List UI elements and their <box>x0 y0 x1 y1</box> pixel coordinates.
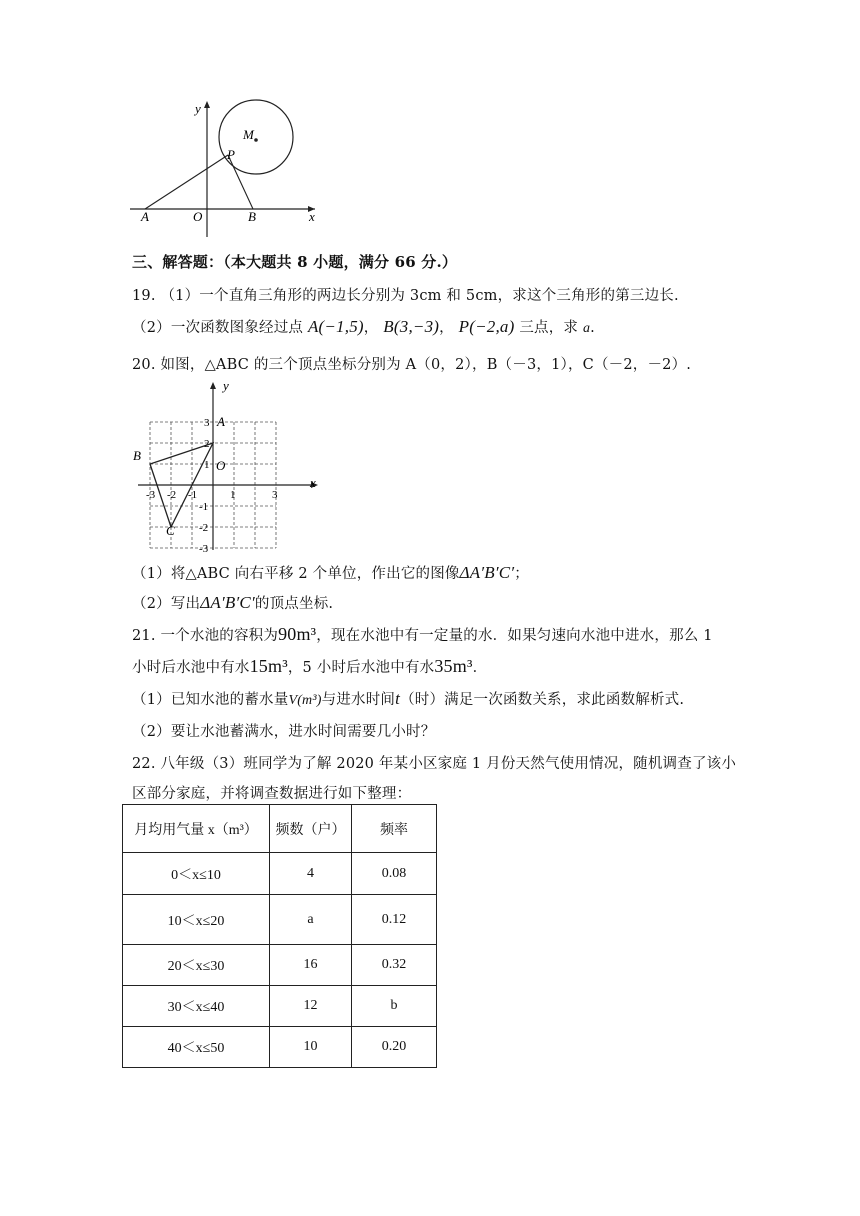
q19-point-a: A(−1,5) <box>307 317 364 336</box>
q20-part1-prefix: （1）将△ABC 向右平移 2 个单位，作出它的图像 <box>132 566 460 582</box>
table-row <box>123 895 437 945</box>
fig2-a-label: A <box>217 414 225 429</box>
table-row <box>123 1027 437 1068</box>
q21-line1 <box>132 624 713 645</box>
q20-part1-math: ΔA′B′C′ <box>459 563 515 582</box>
y-tick-label: 2 <box>204 438 210 450</box>
q21-p1-m1: V(m³) <box>288 693 322 708</box>
table-cell: 20＜x≤30 <box>123 945 270 986</box>
table-cell: 0.32 <box>352 945 437 986</box>
table-cell: 0＜x≤10 <box>123 853 270 895</box>
table-cell: 4 <box>270 853 352 895</box>
table-header-cell: 月均用气量 x（m³） <box>123 805 270 853</box>
q19-part2-prefix: （2）一次函数图象经过点 <box>132 320 304 336</box>
x-tick-label: -1 <box>188 489 198 501</box>
table-header-row <box>123 805 437 853</box>
fig1-y-label: y <box>195 101 201 116</box>
q21-l2-a: 小时后水池中有水 <box>132 660 250 676</box>
fig2-y-label: y <box>223 378 229 393</box>
q19-point-p: P(−2,a) <box>458 317 515 336</box>
q21-l2-m1: 15m³ <box>249 656 288 676</box>
q22-line1: 22. 八年级（3）班同学为了解 2020 年某小区家庭 1 月份天然气使用情况，随机调查了该小 <box>132 756 737 772</box>
q21-l1-a: 21. 一个水池的容积为 <box>132 628 279 644</box>
figure-triangle-grid <box>128 378 323 553</box>
figure-circle-tangent <box>125 95 325 240</box>
table-cell: 10 <box>270 1027 352 1068</box>
q20-part2 <box>132 592 333 613</box>
q19-point-b: B(3,−3) <box>383 317 440 336</box>
q21-p1-b: 与进水时间 <box>321 692 396 708</box>
frequency-table <box>122 804 437 1068</box>
fig1-m-label: M <box>243 127 254 142</box>
table-cell: 0.08 <box>352 853 437 895</box>
fig1-p-label: P <box>227 147 235 162</box>
fig1-a-label: A <box>141 209 149 224</box>
table-cell: 12 <box>270 986 352 1027</box>
q21-part1 <box>132 688 684 709</box>
q19-part1: 19. （1）一个直角三角形的两边长分别为 3cm 和 5cm，求这个三角形的第三边长. <box>132 288 679 304</box>
q20-part1-suffix: ； <box>514 566 529 582</box>
x-tick-label: -3 <box>146 489 156 501</box>
fig2-c-label: C <box>166 523 175 538</box>
fig1-b-label: B <box>248 209 256 224</box>
table-cell: 0.20 <box>352 1027 437 1068</box>
q20-stem: 20. 如图，△ABC 的三个顶点坐标分别为 A（0，2），B（－3，1），C（－2，－2）. <box>132 357 692 373</box>
fig1-x-label: x <box>309 209 315 224</box>
table-cell: 10＜x≤20 <box>123 895 270 945</box>
table-row <box>123 853 437 895</box>
q21-l2-c: ． <box>472 660 488 676</box>
table-cell: a <box>270 895 352 945</box>
y-tick-label: -1 <box>199 501 209 513</box>
q19-part2: （2）一次函数图象经过点 A(−1,5)， B(3,−3)， P(−2,a) 三点，求 a. <box>132 317 595 336</box>
q21-l2-m2: 35m³ <box>434 656 473 676</box>
q19-end: . <box>590 320 595 336</box>
table-cell: 16 <box>270 945 352 986</box>
q19-var: a <box>582 321 591 336</box>
fig1-o-label: O <box>193 209 203 224</box>
section-heading: 三、解答题：（本大题共 8 小题，满分 66 分.） <box>132 253 458 271</box>
q20-part1 <box>132 562 529 583</box>
fig2-b-label: B <box>133 448 141 463</box>
q20-part2-prefix: （2）写出 <box>132 596 201 612</box>
table-cell: b <box>352 986 437 1027</box>
q21-l1-b: ，现在水池中有一定量的水．如果匀速向水池中进水，那么 1 <box>316 628 713 644</box>
q21-p1-c: （时）满足一次函数关系，求此函数解析式. <box>400 692 685 708</box>
q21-line2 <box>132 656 487 677</box>
table-header-cell: 频数（户） <box>270 805 352 853</box>
fig2-x-label: x <box>310 475 316 490</box>
table-row <box>123 945 437 986</box>
table-row <box>123 986 437 1027</box>
fig2-o-label: O <box>216 458 226 473</box>
y-tick-label: 3 <box>204 417 210 429</box>
y-tick-label: -3 <box>199 543 209 553</box>
table-cell: 0.12 <box>352 895 437 945</box>
q21-l2-b: ，5 小时后水池中有水 <box>287 660 435 676</box>
q21-l1-m1: 90m³ <box>278 624 317 644</box>
q20-part2-math: ΔA′B′C′ <box>200 593 255 612</box>
q22-line2: 区部分家庭，并将调查数据进行如下整理： <box>132 786 412 802</box>
x-tick-label: 1 <box>230 489 236 501</box>
x-tick-label: -2 <box>167 489 177 501</box>
y-tick-label: -2 <box>199 522 209 534</box>
q21-p1-a: （1）已知水池的蓄水量 <box>132 692 289 708</box>
q19-part2-suffix: 三点，求 <box>519 320 579 336</box>
x-tick-label: 3 <box>272 489 278 501</box>
q21-p1-m2: t <box>395 689 401 708</box>
q20-part2-suffix: 的顶点坐标. <box>254 596 334 612</box>
y-tick-label: 1 <box>204 459 210 471</box>
table-header-cell: 频率 <box>352 805 437 853</box>
table-cell: 30＜x≤40 <box>123 986 270 1027</box>
q21-part2: （2）要让水池蓄满水，进水时间需要几小时？ <box>132 724 436 740</box>
table-cell: 40＜x≤50 <box>123 1027 270 1068</box>
